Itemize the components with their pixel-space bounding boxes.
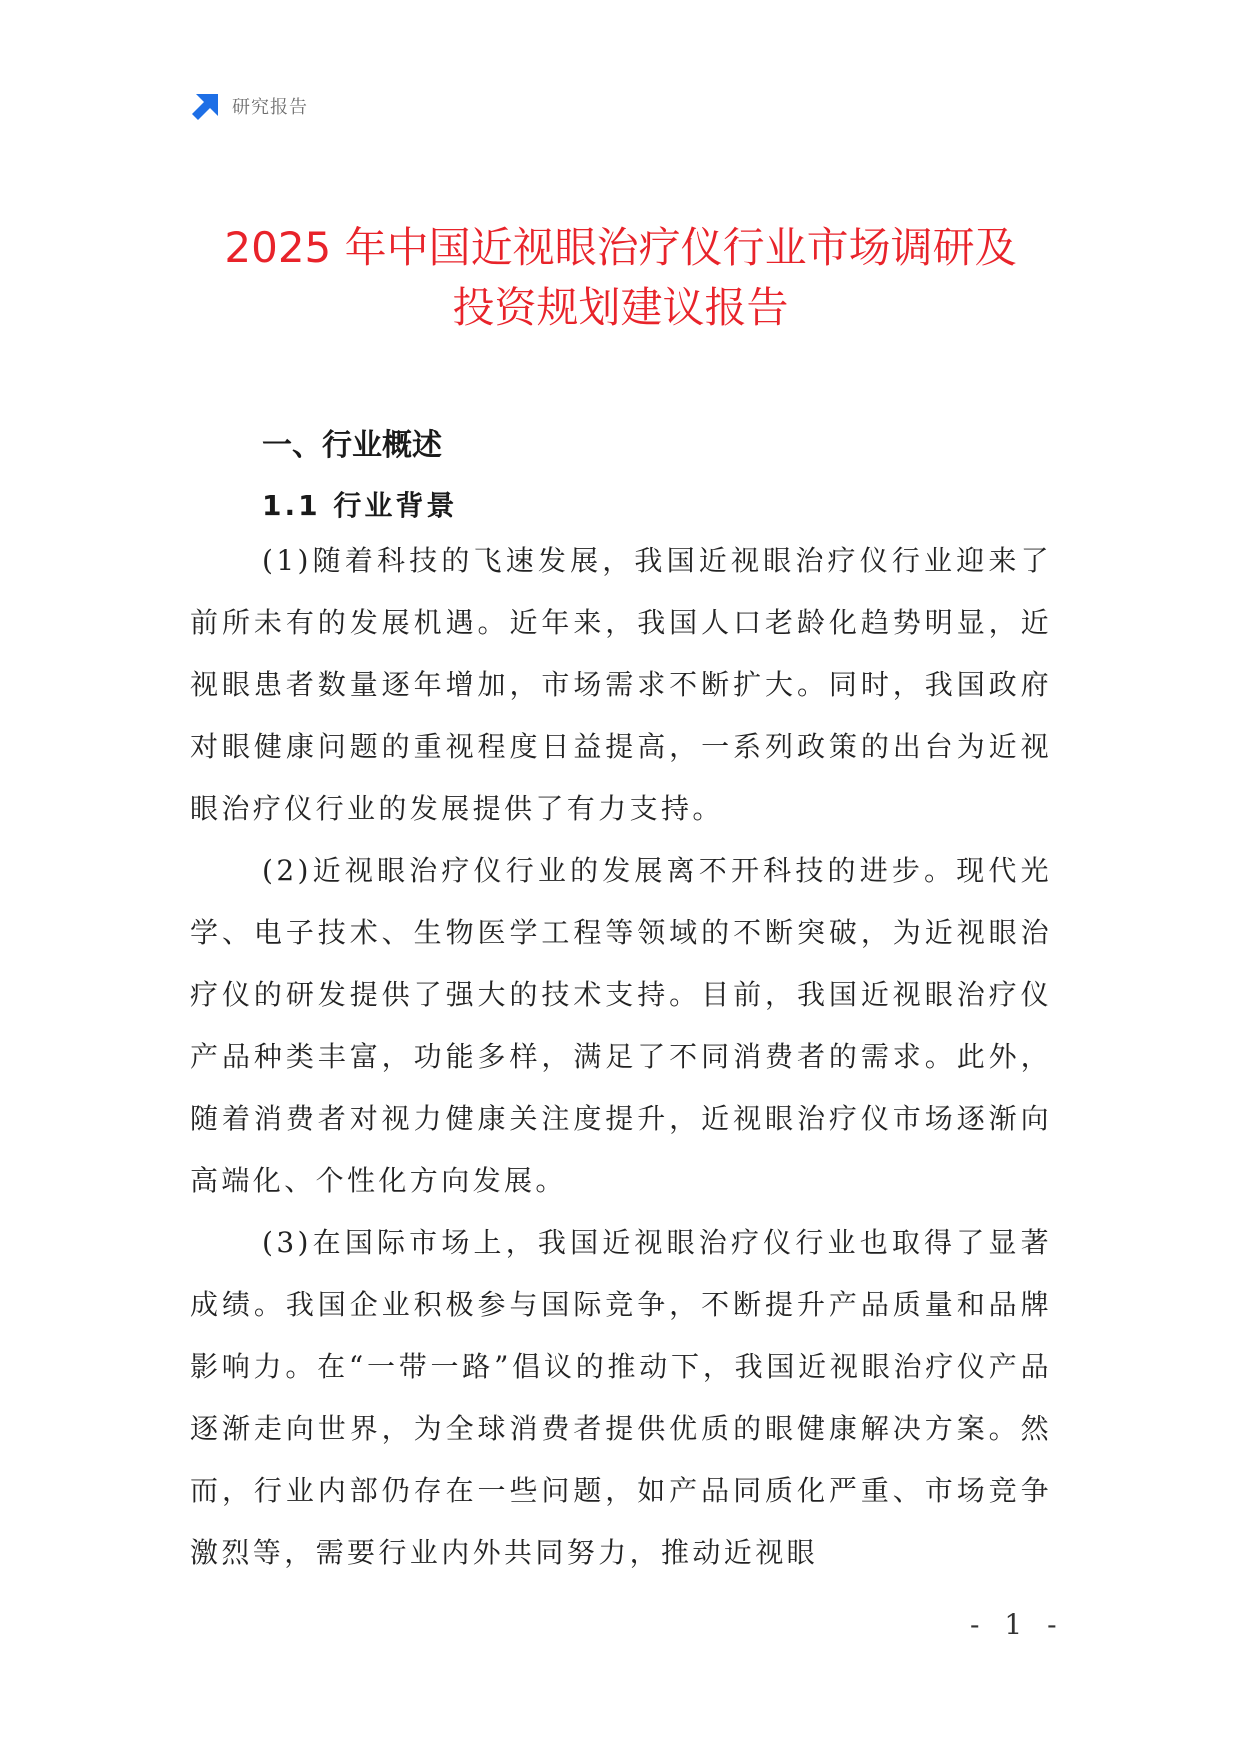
section-heading: 一、行业概述 bbox=[262, 428, 442, 463]
paragraph-1: (1)随着科技的飞速发展，我国近视眼治疗仪行业迎来了前所未有的发展机遇。近年来，我国人口老龄化趋势明显，近视眼患者数量逐年增加，市场需求不断扩大。同时，我国政府对眼健康问题的重视程度日益提高，一系列政策的出台为近视眼治疗仪行业的发展提供了有力支持。 bbox=[190, 544, 1052, 825]
title-line-2: 投资规划建议报告 bbox=[452, 283, 789, 332]
report-header bbox=[190, 90, 308, 122]
title-line-1: 2025 年中国近视眼治疗仪行业市场调研及 bbox=[224, 223, 1017, 272]
sub-heading: 1.1 行业背景 bbox=[262, 489, 458, 522]
paragraph-3: (3)在国际市场上，我国近视眼治疗仪行业也取得了显著成绩。我国企业积极参与国际竞争，不断提升产品质量和品牌影响力。在“一带一路”倡议的推动下，我国近视眼治疗仪产品逐渐走向世界，为全球消费者提供优质的眼健康解决方案。然而，行业内部仍存在一些问题，如产品同质化严重、市场竞争激烈等，需要行业内外共同努力，推动近视眼 bbox=[190, 1226, 1052, 1569]
page-number: - 1 - bbox=[970, 1608, 1065, 1641]
header-label: 研究报告 bbox=[232, 97, 308, 118]
paragraph-2: (2)近视眼治疗仪行业的发展离不开科技的进步。现代光学、电子技术、生物医学工程等领域的不断突破，为近视眼治疗仪的研发提供了强大的技术支持。目前，我国近视眼治疗仪产品种类丰富，功能多样，满足了不同消费者的需求。此外，随着消费者对视力健康关注度提升，近视眼治疗仪市场逐渐向高端化、个性化方向发展。 bbox=[190, 854, 1052, 1197]
page-title bbox=[150, 218, 1091, 338]
arrow-up-right-icon bbox=[190, 90, 222, 122]
body-text bbox=[190, 530, 1052, 1584]
